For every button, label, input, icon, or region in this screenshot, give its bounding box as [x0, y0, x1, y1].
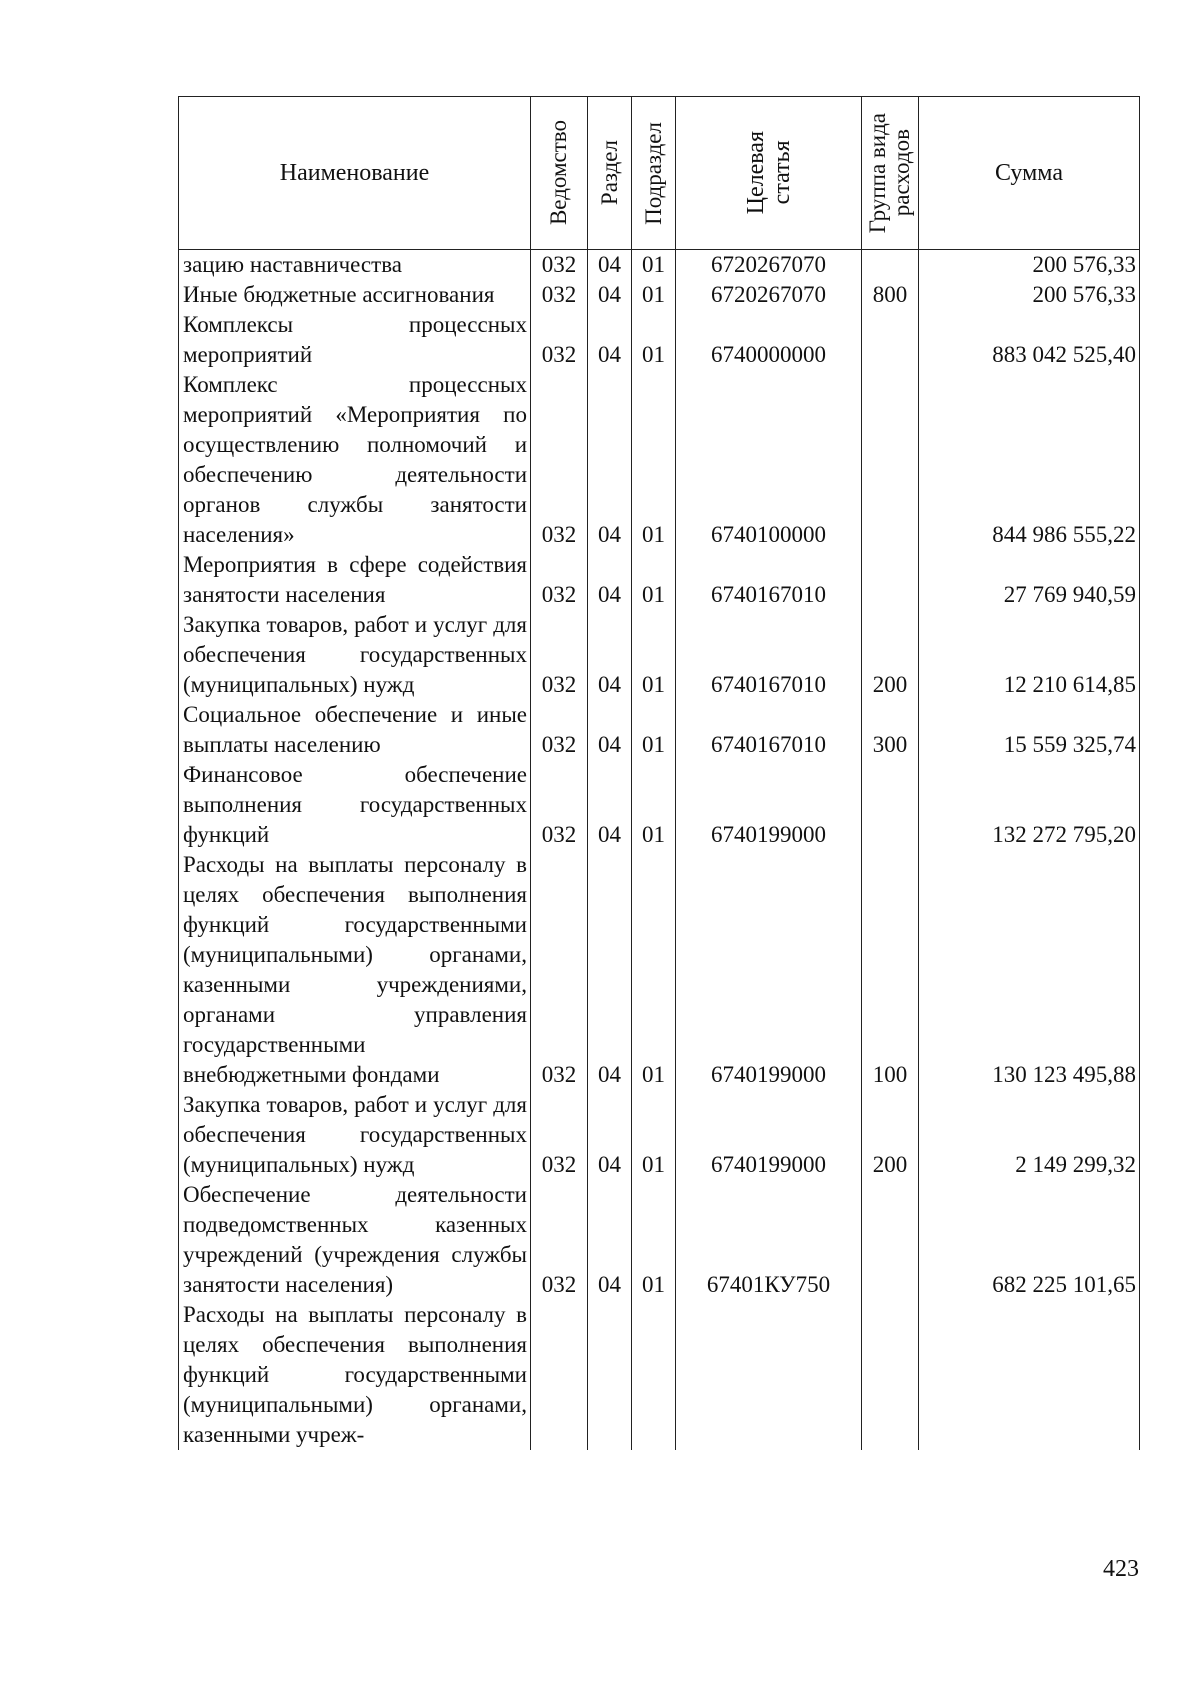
cell-podrazdel: 01	[632, 1180, 676, 1300]
header-celevaya-statya: Целевая статья	[676, 97, 862, 250]
cell-vedomstvo: 032	[531, 280, 588, 310]
table-row	[179, 700, 1140, 760]
table-row	[179, 1300, 1140, 1450]
header-razdel: Раздел	[588, 97, 632, 250]
cell-celevaya-statya: 6740167010	[676, 550, 862, 610]
cell-gruppa-vida-rashodov	[862, 1180, 919, 1300]
header-gruppa-vida-rashodov: Группа вида расходов	[862, 97, 919, 250]
cell-summa: 12 210 614,85	[919, 610, 1140, 700]
cell-summa: 883 042 525,40	[919, 310, 1140, 370]
cell-celevaya-statya: 6740000000	[676, 310, 862, 370]
cell-vedomstvo	[531, 1300, 588, 1450]
cell-razdel: 04	[588, 280, 632, 310]
cell-gruppa-vida-rashodov: 300	[862, 700, 919, 760]
cell-razdel	[588, 1300, 632, 1450]
cell-gruppa-vida-rashodov: 800	[862, 280, 919, 310]
cell-name: зацию наставничества	[179, 250, 531, 281]
cell-summa	[919, 1300, 1140, 1450]
table-row	[179, 550, 1140, 610]
cell-vedomstvo: 032	[531, 550, 588, 610]
cell-razdel: 04	[588, 250, 632, 281]
cell-summa: 27 769 940,59	[919, 550, 1140, 610]
table-row	[179, 280, 1140, 310]
cell-gruppa-vida-rashodov: 100	[862, 850, 919, 1090]
cell-name: Расходы на выплаты персоналу в целях обеспечения выполнения функций государственными (муниципальными) органами, казенными учреждениями, органами управления государственными внебюджетными фондами	[179, 850, 531, 1090]
cell-vedomstvo: 032	[531, 760, 588, 850]
cell-razdel: 04	[588, 310, 632, 370]
cell-name: Комплекс процессных мероприятий «Мероприятия по осуществлению полномочий и обеспечению деятельности органов службы занятости населения»	[179, 370, 531, 550]
cell-name: Социальное обеспечение и иные выплаты населению	[179, 700, 531, 760]
cell-gruppa-vida-rashodov	[862, 760, 919, 850]
cell-razdel: 04	[588, 1180, 632, 1300]
cell-podrazdel	[632, 1300, 676, 1450]
cell-podrazdel: 01	[632, 310, 676, 370]
cell-razdel: 04	[588, 1090, 632, 1180]
cell-podrazdel: 01	[632, 250, 676, 281]
cell-razdel: 04	[588, 610, 632, 700]
cell-gruppa-vida-rashodov: 200	[862, 1090, 919, 1180]
cell-gruppa-vida-rashodov: 200	[862, 610, 919, 700]
cell-celevaya-statya: 6740167010	[676, 700, 862, 760]
page-number: 423	[1103, 1556, 1139, 1582]
cell-razdel: 04	[588, 850, 632, 1090]
header-name: Наименование	[179, 97, 531, 250]
cell-name: Обеспечение деятельности подведомственных казенных учреждений (учреждения службы занятости населения)	[179, 1180, 531, 1300]
header-row	[179, 97, 1140, 250]
cell-gruppa-vida-rashodov	[862, 370, 919, 550]
cell-celevaya-statya: 6720267070	[676, 250, 862, 281]
cell-podrazdel: 01	[632, 610, 676, 700]
cell-podrazdel: 01	[632, 700, 676, 760]
table-row	[179, 760, 1140, 850]
cell-name: Закупка товаров, работ и услуг для обеспечения государственных (муниципальных) нужд	[179, 1090, 531, 1180]
table-body	[179, 250, 1140, 1451]
header-vedomstvo: Ведомство	[531, 97, 588, 250]
cell-celevaya-statya: 6740100000	[676, 370, 862, 550]
cell-summa: 682 225 101,65	[919, 1180, 1140, 1300]
table-row	[179, 1090, 1140, 1180]
table-row	[179, 310, 1140, 370]
cell-vedomstvo: 032	[531, 610, 588, 700]
cell-gruppa-vida-rashodov	[862, 1300, 919, 1450]
header-podrazdel: Подраздел	[632, 97, 676, 250]
cell-celevaya-statya: 6720267070	[676, 280, 862, 310]
cell-celevaya-statya: 67401КУ750	[676, 1180, 862, 1300]
cell-razdel: 04	[588, 370, 632, 550]
cell-podrazdel: 01	[632, 850, 676, 1090]
cell-summa: 132 272 795,20	[919, 760, 1140, 850]
cell-name: Финансовое обеспечение выполнения государственных функций	[179, 760, 531, 850]
table-row	[179, 370, 1140, 550]
cell-podrazdel: 01	[632, 550, 676, 610]
cell-razdel: 04	[588, 700, 632, 760]
cell-celevaya-statya	[676, 1300, 862, 1450]
cell-vedomstvo: 032	[531, 1090, 588, 1180]
cell-podrazdel: 01	[632, 1090, 676, 1180]
cell-summa: 15 559 325,74	[919, 700, 1140, 760]
table-row	[179, 850, 1140, 1090]
cell-vedomstvo: 032	[531, 700, 588, 760]
cell-podrazdel: 01	[632, 760, 676, 850]
cell-name: Мероприятия в сфере содействия занятости населения	[179, 550, 531, 610]
cell-vedomstvo: 032	[531, 250, 588, 281]
cell-summa: 2 149 299,32	[919, 1090, 1140, 1180]
cell-vedomstvo: 032	[531, 310, 588, 370]
cell-podrazdel: 01	[632, 280, 676, 310]
cell-name: Закупка товаров, работ и услуг для обеспечения государственных (муниципальных) нужд	[179, 610, 531, 700]
cell-vedomstvo: 032	[531, 850, 588, 1090]
budget-table	[178, 96, 1140, 1450]
cell-celevaya-statya: 6740167010	[676, 610, 862, 700]
cell-gruppa-vida-rashodov	[862, 310, 919, 370]
cell-name: Иные бюджетные ассигнования	[179, 280, 531, 310]
cell-razdel: 04	[588, 760, 632, 850]
cell-podrazdel: 01	[632, 370, 676, 550]
cell-summa: 200 576,33	[919, 250, 1140, 281]
cell-gruppa-vida-rashodov	[862, 550, 919, 610]
cell-summa: 200 576,33	[919, 280, 1140, 310]
header-summa: Сумма	[919, 97, 1140, 250]
cell-summa: 130 123 495,88	[919, 850, 1140, 1090]
cell-razdel: 04	[588, 550, 632, 610]
cell-celevaya-statya: 6740199000	[676, 1090, 862, 1180]
cell-vedomstvo: 032	[531, 370, 588, 550]
table-row	[179, 250, 1140, 281]
cell-name: Расходы на выплаты персоналу в целях обеспечения выполнения функций государственными (муниципальными) органами, казенными учреж-	[179, 1300, 531, 1450]
cell-celevaya-statya: 6740199000	[676, 850, 862, 1090]
cell-celevaya-statya: 6740199000	[676, 760, 862, 850]
cell-name: Комплексы процессных мероприятий	[179, 310, 531, 370]
cell-vedomstvo: 032	[531, 1180, 588, 1300]
cell-gruppa-vida-rashodov	[862, 250, 919, 281]
table-row	[179, 610, 1140, 700]
cell-summa: 844 986 555,22	[919, 370, 1140, 550]
table-row	[179, 1180, 1140, 1300]
